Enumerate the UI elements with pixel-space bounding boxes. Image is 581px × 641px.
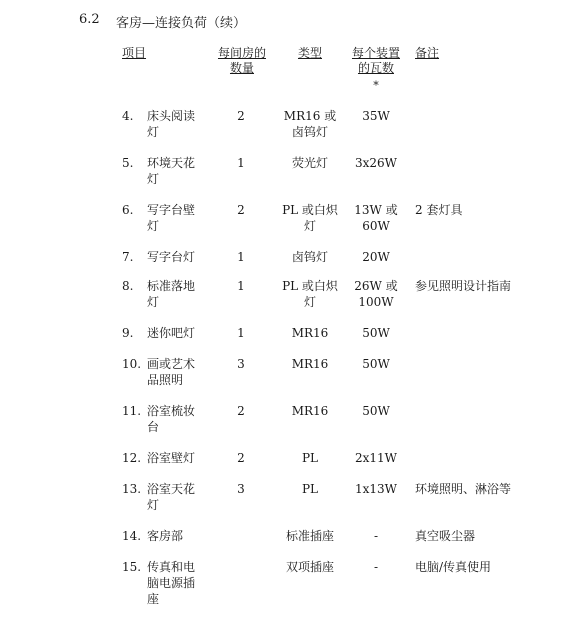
row-wattage: 2x11W bbox=[354, 451, 397, 465]
row-quantity: 2 bbox=[237, 451, 245, 465]
row-quantity: 1 bbox=[237, 250, 245, 264]
row-wattage: 35W bbox=[362, 109, 390, 123]
row-quantity: 1 bbox=[237, 156, 245, 170]
header-wattage bbox=[349, 46, 403, 76]
row-type: PL bbox=[301, 451, 319, 465]
section-number: 6.2 bbox=[79, 12, 100, 27]
header-item: 项目 bbox=[122, 46, 147, 60]
section-title: 客房—连接负荷（续） bbox=[116, 16, 247, 31]
row-quantity: 1 bbox=[237, 326, 245, 340]
row-wattage: 26W 或 100W bbox=[354, 279, 398, 309]
row-wattage: - bbox=[373, 529, 379, 543]
row-wattage: 50W bbox=[362, 357, 390, 371]
row-quantity: 2 bbox=[237, 404, 245, 418]
row-type: 荧光灯 bbox=[291, 156, 328, 170]
row-number: 11. bbox=[122, 404, 142, 418]
row-type: 卤钨灯 bbox=[291, 250, 328, 264]
row-item-name: 客房部 bbox=[147, 529, 184, 543]
row-notes: 2 套灯具 bbox=[415, 203, 463, 217]
row-type: 标准插座 bbox=[285, 529, 334, 543]
row-number: 7. bbox=[122, 250, 134, 264]
row-item-name: 床头阅读灯 bbox=[147, 109, 196, 139]
row-notes: 环境照明、淋浴等 bbox=[415, 482, 512, 496]
row-item-name: 写字台灯 bbox=[147, 250, 196, 264]
header-wattage-line2: 的瓦数 bbox=[357, 61, 394, 75]
row-number: 6. bbox=[122, 203, 134, 217]
row-type: MR16 bbox=[291, 404, 329, 418]
row-number: 8. bbox=[122, 279, 134, 293]
row-wattage: 3x26W bbox=[354, 156, 397, 170]
row-quantity: 3 bbox=[237, 482, 245, 496]
row-quantity: 2 bbox=[237, 109, 245, 123]
row-type: 双项插座 bbox=[285, 560, 334, 574]
header-asterisk: * bbox=[373, 79, 379, 92]
row-type: PL 或白炽灯 bbox=[282, 279, 338, 309]
row-notes: 真空吸尘器 bbox=[415, 529, 476, 543]
row-item-name: 浴室壁灯 bbox=[147, 451, 196, 465]
row-quantity: 3 bbox=[237, 357, 245, 371]
row-number: 14. bbox=[122, 529, 142, 543]
header-quantity bbox=[215, 46, 269, 76]
row-item-name: 画或艺术品照明 bbox=[147, 357, 196, 387]
row-number: 15. bbox=[122, 560, 142, 574]
row-wattage: 1x13W bbox=[354, 482, 397, 496]
row-quantity: 2 bbox=[237, 203, 245, 217]
row-number: 10. bbox=[122, 357, 142, 371]
row-notes: 参见照明设计指南 bbox=[415, 279, 512, 293]
row-type: PL bbox=[301, 482, 319, 496]
header-notes: 备注 bbox=[415, 46, 440, 60]
header-quantity-line1: 每间房的 bbox=[217, 46, 266, 60]
row-number: 4. bbox=[122, 109, 134, 123]
row-type: MR16 或卤钨灯 bbox=[283, 109, 337, 139]
header-quantity-line2: 数量 bbox=[229, 61, 254, 75]
row-number: 12. bbox=[122, 451, 142, 465]
row-number: 9. bbox=[122, 326, 134, 340]
row-wattage: - bbox=[373, 560, 379, 574]
row-wattage: 50W bbox=[362, 326, 390, 340]
row-type: PL 或白炽灯 bbox=[282, 203, 338, 233]
header-type: 类型 bbox=[297, 46, 322, 60]
row-type: MR16 bbox=[291, 357, 329, 371]
row-number: 13. bbox=[122, 482, 142, 496]
row-item-name: 迷你吧灯 bbox=[147, 326, 196, 340]
row-type: MR16 bbox=[291, 326, 329, 340]
row-number: 5. bbox=[122, 156, 134, 170]
row-notes: 电脑/传真使用 bbox=[415, 560, 492, 574]
row-item-name: 写字台壁灯 bbox=[147, 203, 196, 233]
header-wattage-line1: 每个装置 bbox=[351, 46, 400, 60]
row-item-name: 标准落地灯 bbox=[147, 279, 196, 309]
row-item-name: 浴室天花灯 bbox=[147, 482, 196, 512]
row-item-name: 浴室梳妆台 bbox=[147, 404, 196, 434]
row-wattage: 20W bbox=[362, 250, 390, 264]
row-wattage: 50W bbox=[362, 404, 390, 418]
row-quantity: 1 bbox=[237, 279, 245, 293]
row-wattage: 13W 或 60W bbox=[354, 203, 398, 233]
row-item-name: 环境天花灯 bbox=[147, 156, 196, 186]
row-item-name: 传真和电脑电源插座 bbox=[147, 560, 196, 606]
